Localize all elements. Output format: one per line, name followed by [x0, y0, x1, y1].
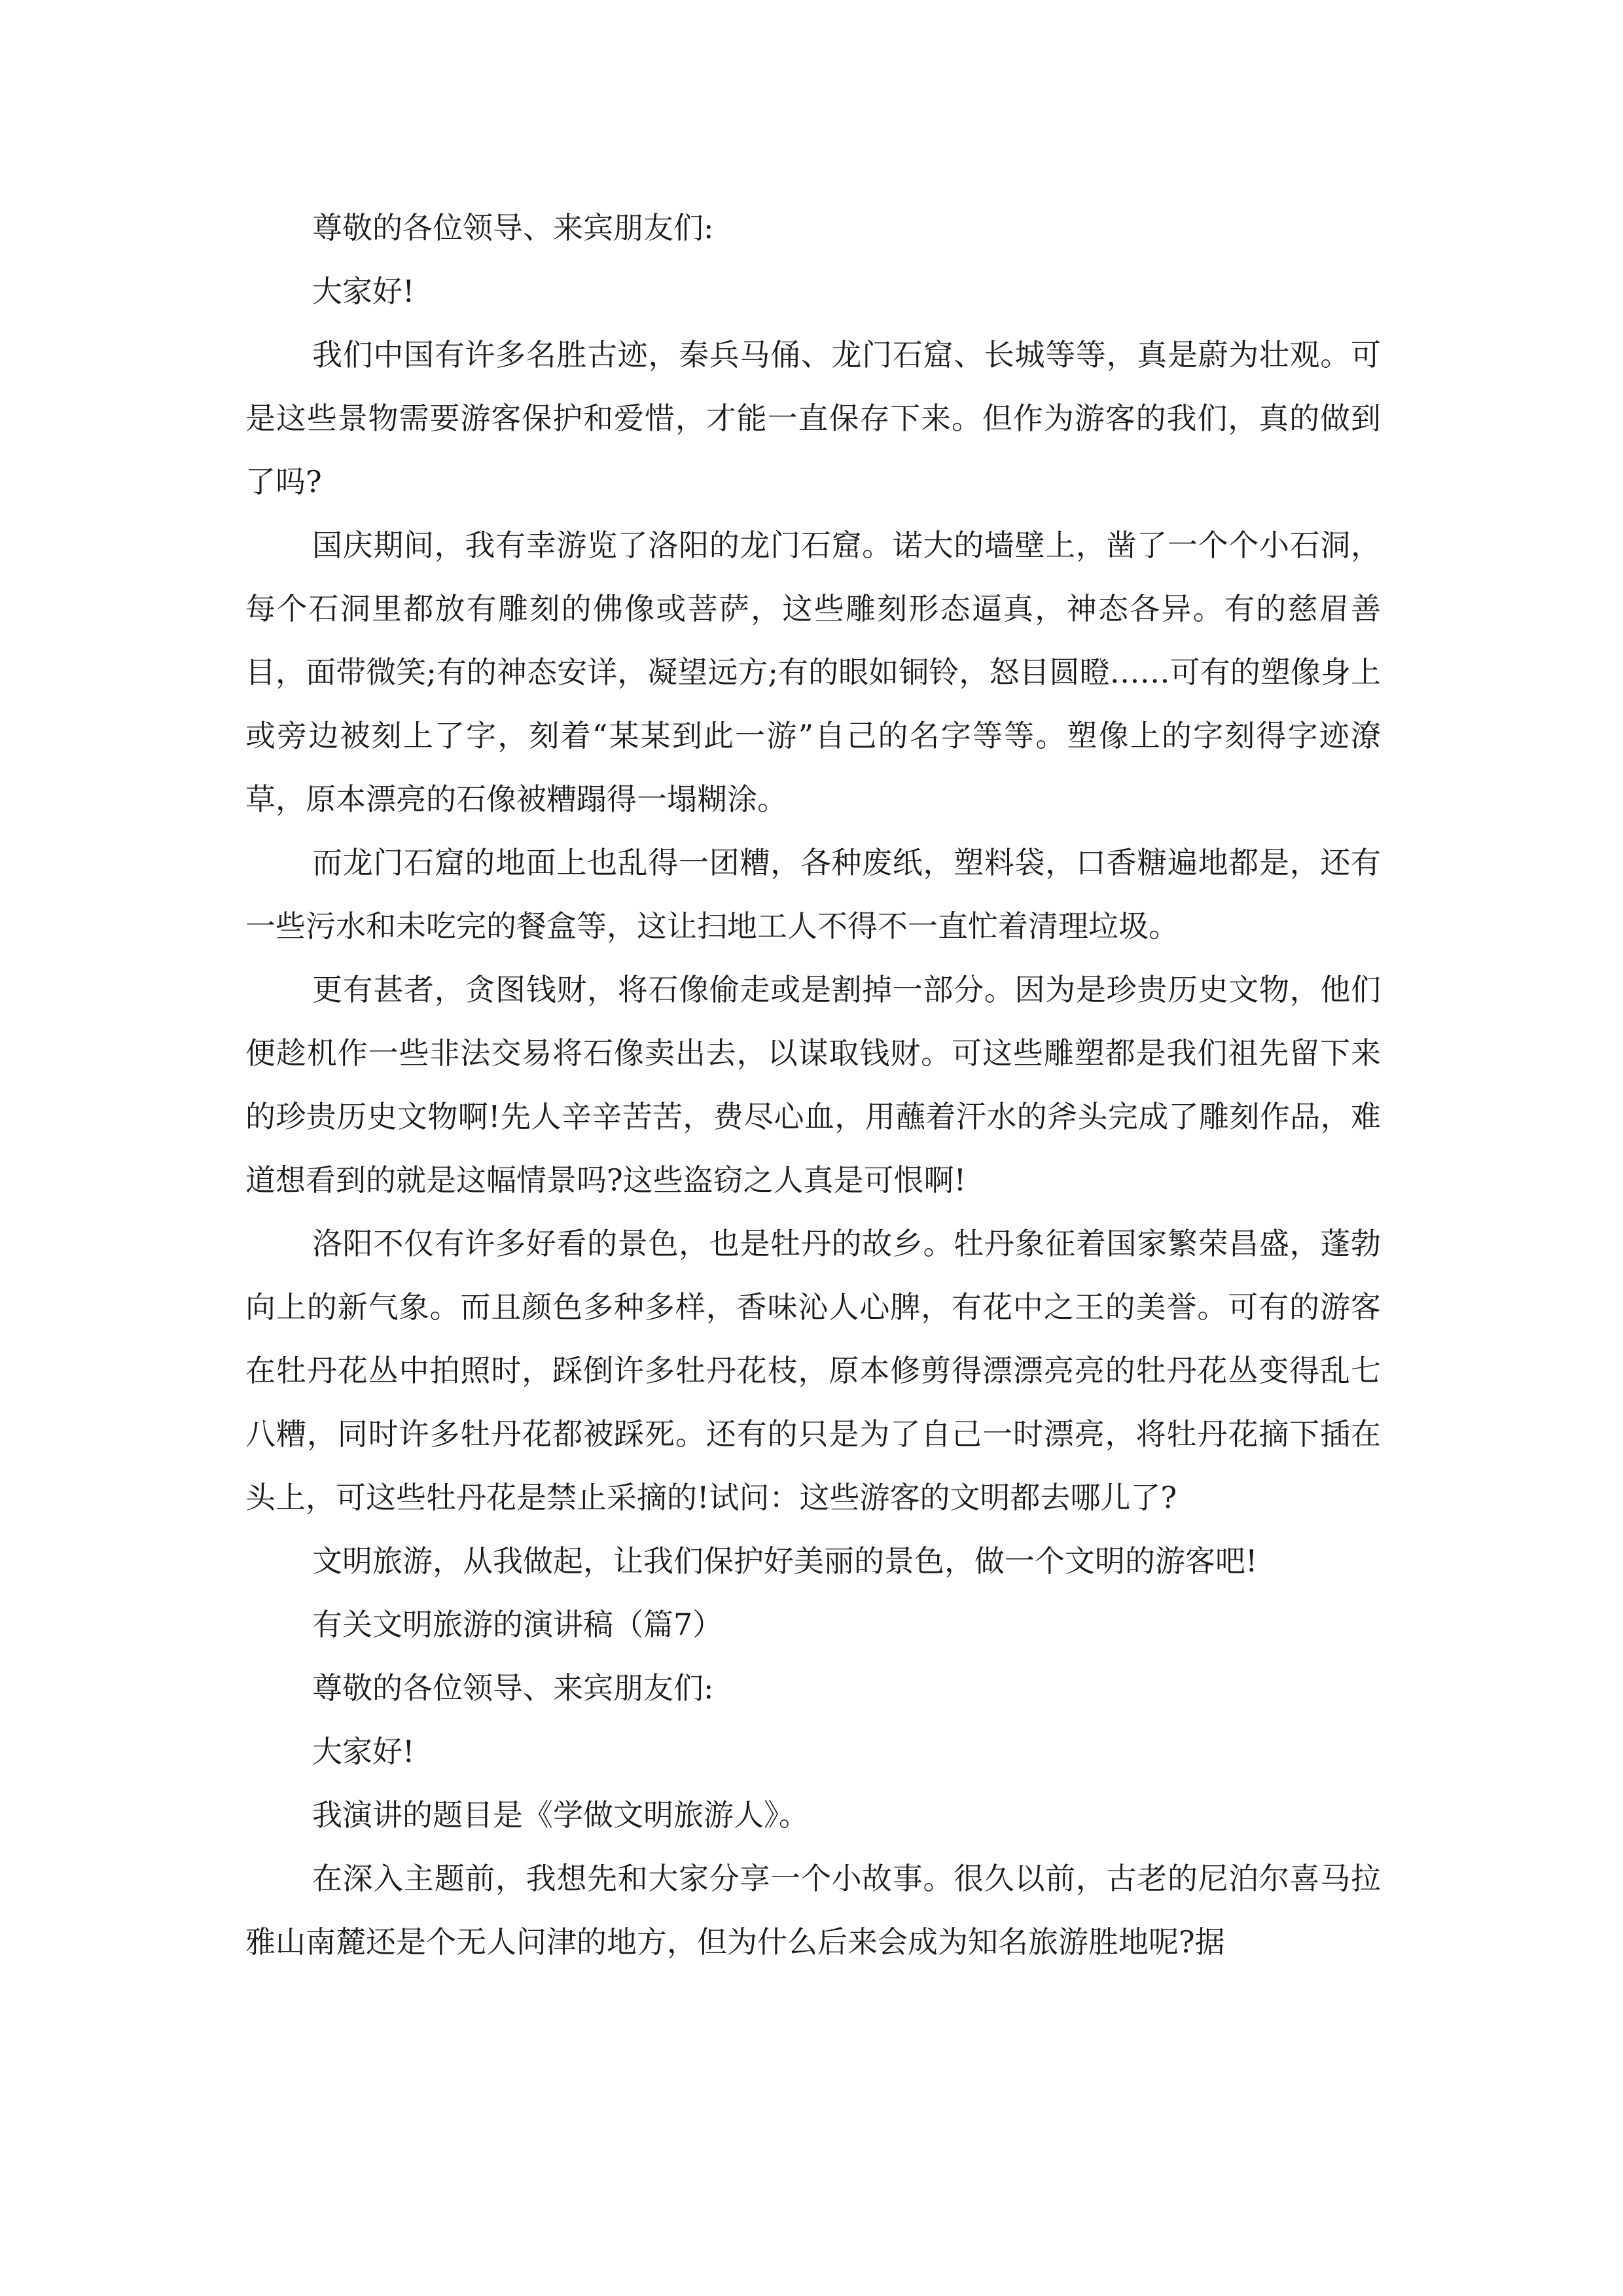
- greeting-2: 大家好!: [312, 1734, 415, 1769]
- paragraph-closing: 文明旅游，从我做起，让我们保护好美丽的景色，做一个文明的游客吧!: [312, 1543, 1258, 1579]
- paragraph-theft: 更有甚者，贪图钱财，将石像偷走或是割掉一部分。因为是珍贵历史文物，他们便趁机作一些非法交易将石像卖出去，以谋取钱财。可这些雕塑都是我们祖先留下来的珍贵历史文物啊!先人辛辛苦苦，费尽心血，用蘸着汗水的斧头完成了雕刻作品，难道想看到的就是这幅情景吗?这些盗窃之人真是可恨啊!: [245, 972, 1381, 1198]
- document-body: [245, 196, 1381, 1974]
- speech-title: 我演讲的题目是《学做文明旅游人》。: [312, 1797, 809, 1833]
- salutation: 尊敬的各位领导、来宾朋友们:: [312, 210, 714, 245]
- paragraph-peony: 洛阳不仅有许多好看的景色，也是牡丹的故乡。牡丹象征着国家繁荣昌盛，蓬勃向上的新气象。而且颜色多种多样，香味沁人心脾，有花中之王的美誉。可有的游客在牡丹花丛中拍照时，踩倒许多牡丹花枝，原本修剪得漂漂亮亮的牡丹花丛变得乱七八糟，同时许多牡丹花都被踩死。还有的只是为了自己一时漂亮，将牡丹花摘下插在头上，可这些牡丹花是禁止采摘的!试问：这些游客的文明都去哪儿了?: [245, 1226, 1381, 1515]
- paragraph-intro: 我们中国有许多名胜古迹，秦兵马俑、龙门石窟、长城等等，真是蔚为壮观。可是这些景物需要游客保护和爱惜，才能一直保存下来。但作为游客的我们，真的做到了吗?: [245, 337, 1381, 499]
- paragraph-longmen-grottoes: 国庆期间，我有幸游览了洛阳的龙门石窟。诺大的墙壁上，凿了一个个小石洞，每个石洞里都放有雕刻的佛像或菩萨，这些雕刻形态逼真，神态各异。有的慈眉善目，面带微笑;有的神态安详，凝望远方;有的眼如铜铃，怒目圆瞪……可有的塑像身上或旁边被刻上了字，刻着“某某到此一游”自己的名字等等。塑像上的字刻得字迹潦草，原本漂亮的石像被糟蹋得一塌糊涂。: [245, 528, 1381, 817]
- salutation-2: 尊敬的各位领导、来宾朋友们:: [312, 1670, 714, 1706]
- section-heading: 有关文明旅游的演讲稿（篇7）: [312, 1607, 723, 1642]
- paragraph-litter: 而龙门石窟的地面上也乱得一团糟，各种废纸，塑料袋，口香糖遍地都是，还有一些污水和未吃完的餐盒等，这让扫地工人不得不一直忙着清理垃圾。: [245, 845, 1381, 944]
- paragraph-story: 在深入主题前，我想先和大家分享一个小故事。很久以前，古老的尼泊尔喜马拉雅山南麓还是个无人问津的地方，但为什么后来会成为知名旅游胜地呢?据: [245, 1861, 1381, 1960]
- greeting: 大家好!: [312, 274, 415, 309]
